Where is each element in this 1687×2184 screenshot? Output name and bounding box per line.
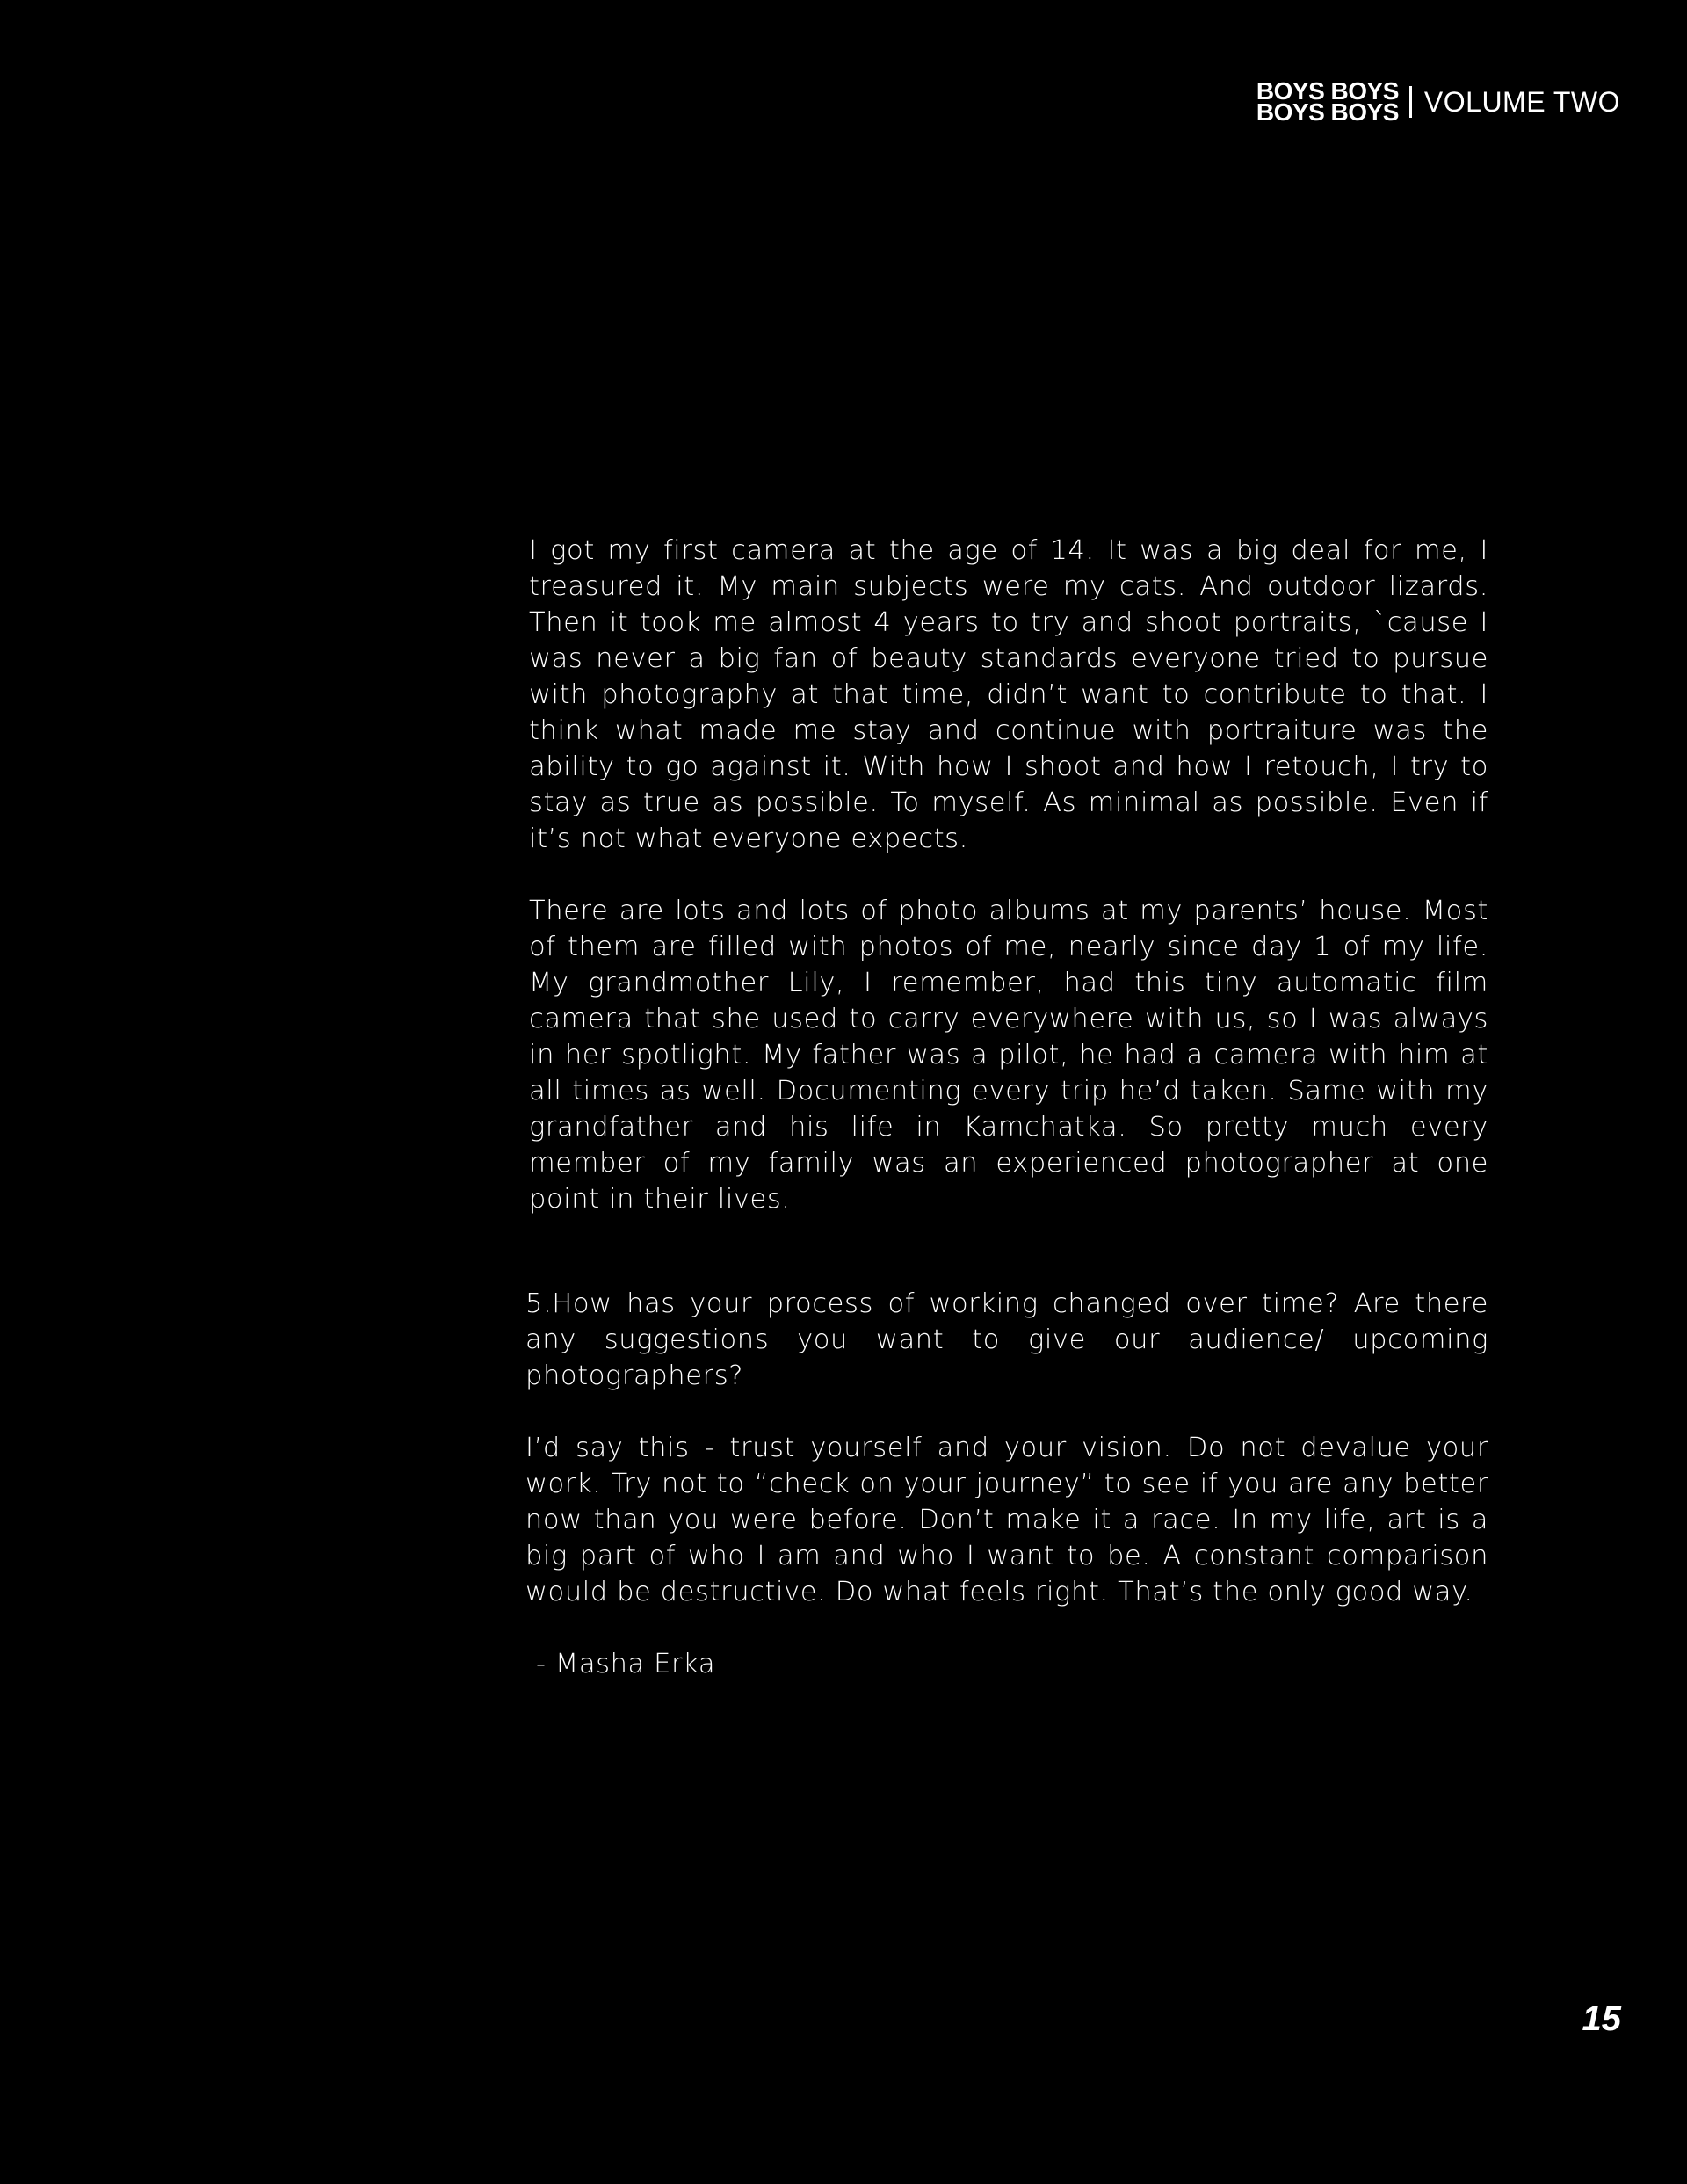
brand-line-2: BOYS BOYS bbox=[1256, 98, 1399, 126]
magazine-header bbox=[1256, 77, 1620, 126]
article-body bbox=[525, 533, 1488, 1682]
paragraph-1: I got my first camera at the age of 14. It was a big deal for me, I treasured it. My main subjects were my cats. And outdoor lizards. Then it took me almost 4 years to try and shoot portraits, `cause I was never a big fan of beauty standards everyone tried to pursue with photography at that time, didn’t want to contribute to that. I think what made me stay and continue with portraiture was the ability to go against it. With how I shoot and how I retouch, I try to stay as true as possible. To myself. As minimal as possible. Even if it’s not what everyone expects. bbox=[529, 535, 1488, 854]
volume-label: VOLUME TWO bbox=[1423, 85, 1620, 118]
brand-logo bbox=[1256, 77, 1399, 126]
paragraph-2: There are lots and lots of photo albums at my parents’ house. Most of them are filled with photos of me, nearly since day 1 of my life. My grandmother Lily, I remember, had this tiny automatic film camera that she used to carry everywhere with us, so I was always in her spotlight. My father was a pilot, he had a camera with him at all times as well. Documenting every trip he’d taken. Same with my grandfather and his life in Kamchatka. So pretty much every member of my family was an experienced photographer at one point in their lives. bbox=[529, 896, 1488, 1215]
brand-line-1: BOYS BOYS bbox=[1256, 77, 1399, 105]
header-divider bbox=[1409, 86, 1412, 118]
interview-question-5: 5.How has your process of working changed over time? Are there any suggestions you want to give our audience/ upcoming photographers? bbox=[525, 1288, 1488, 1391]
author-signature: - Masha Erka bbox=[536, 1649, 716, 1680]
page-number: 15 bbox=[1582, 1999, 1621, 2038]
interview-answer-5: I’d say this - trust yourself and your vision. Do not devalue your work. Try not to “check on your journey” to see if you are any better now than you were before. Don’t make it a race. In my life, art is a big part of who I am and who I want to be. A constant comparison would be destructive. Do what feels right. That’s the only good way. bbox=[525, 1433, 1488, 1607]
